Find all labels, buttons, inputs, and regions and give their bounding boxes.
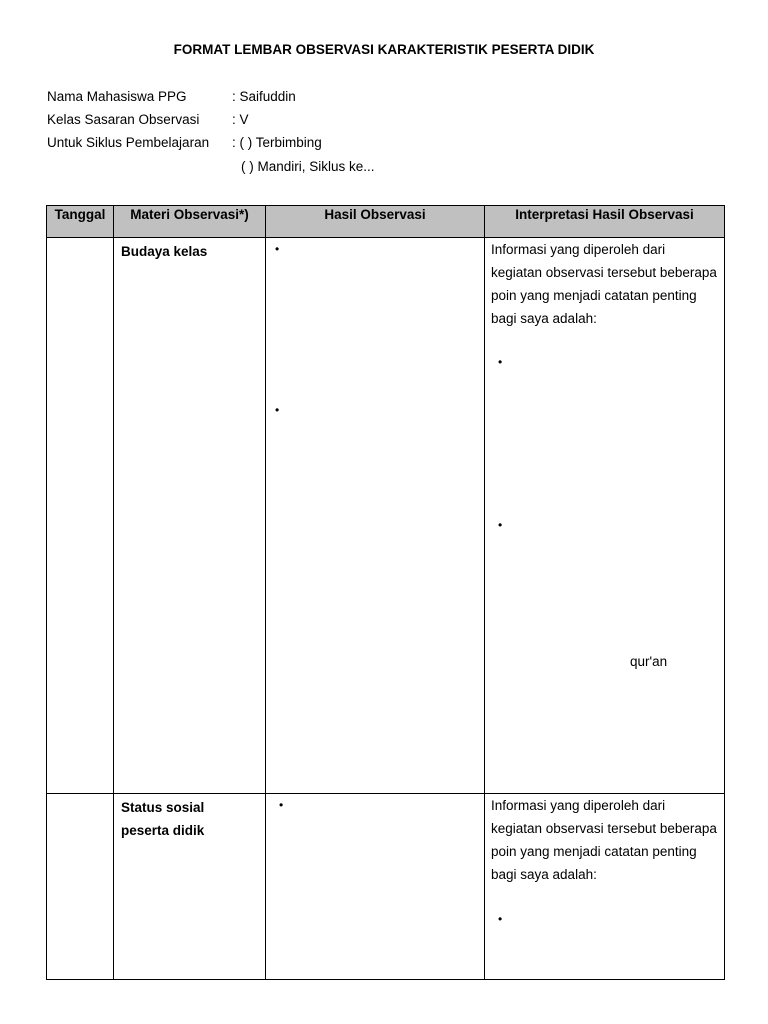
kelas-label: Kelas Sasaran Observasi <box>47 112 200 127</box>
interpretasi-cell <box>485 794 725 980</box>
header-materi: Materi Observasi*) <box>114 206 266 238</box>
bullet-icon: • <box>498 912 503 926</box>
header-hasil: Hasil Observasi <box>266 206 485 238</box>
tanggal-cell <box>47 238 114 794</box>
note-text: qur'an <box>630 654 668 669</box>
siklus-option-terbimbing: : ( ) Terbimbing <box>232 135 322 150</box>
nama-label: Nama Mahasiswa PPG <box>47 89 187 104</box>
bullet-icon: • <box>279 798 284 812</box>
header-tanggal: Tanggal <box>47 206 114 238</box>
kelas-value: : V <box>232 112 249 127</box>
siklus-label: Untuk Siklus Pembelajaran <box>47 135 210 150</box>
materi-text: Status sosial peserta didik <box>121 800 205 838</box>
bullet-icon: • <box>498 518 503 532</box>
nama-value: : Saifuddin <box>232 89 296 104</box>
bullet-icon: • <box>275 242 280 256</box>
materi-text: Budaya kelas <box>121 244 208 259</box>
materi-cell <box>114 238 266 794</box>
table-row <box>47 794 725 980</box>
materi-cell <box>114 794 266 980</box>
table-header-row <box>47 206 725 238</box>
bullet-icon: • <box>498 355 503 369</box>
siklus-option-mandiri: ( ) Mandiri, Siklus ke... <box>241 159 375 174</box>
table-row <box>47 238 725 794</box>
hasil-cell <box>266 238 485 794</box>
tanggal-cell <box>47 794 114 980</box>
bullet-icon: • <box>275 403 280 417</box>
interpretasi-text: Informasi yang diperoleh dari kegiatan observasi tersebut beberapa poin yang menjadi catatan penting bagi saya adalah: <box>491 798 717 882</box>
header-interpretasi: Interpretasi Hasil Observasi <box>485 206 725 238</box>
observation-table <box>46 205 725 980</box>
interpretasi-cell <box>485 238 725 794</box>
hasil-cell <box>266 794 485 980</box>
document-title: FORMAT LEMBAR OBSERVASI KARAKTERISTIK PESERTA DIDIK <box>173 42 595 57</box>
interpretasi-text: Informasi yang diperoleh dari kegiatan observasi tersebut beberapa poin yang menjadi catatan penting bagi saya adalah: <box>491 242 717 326</box>
